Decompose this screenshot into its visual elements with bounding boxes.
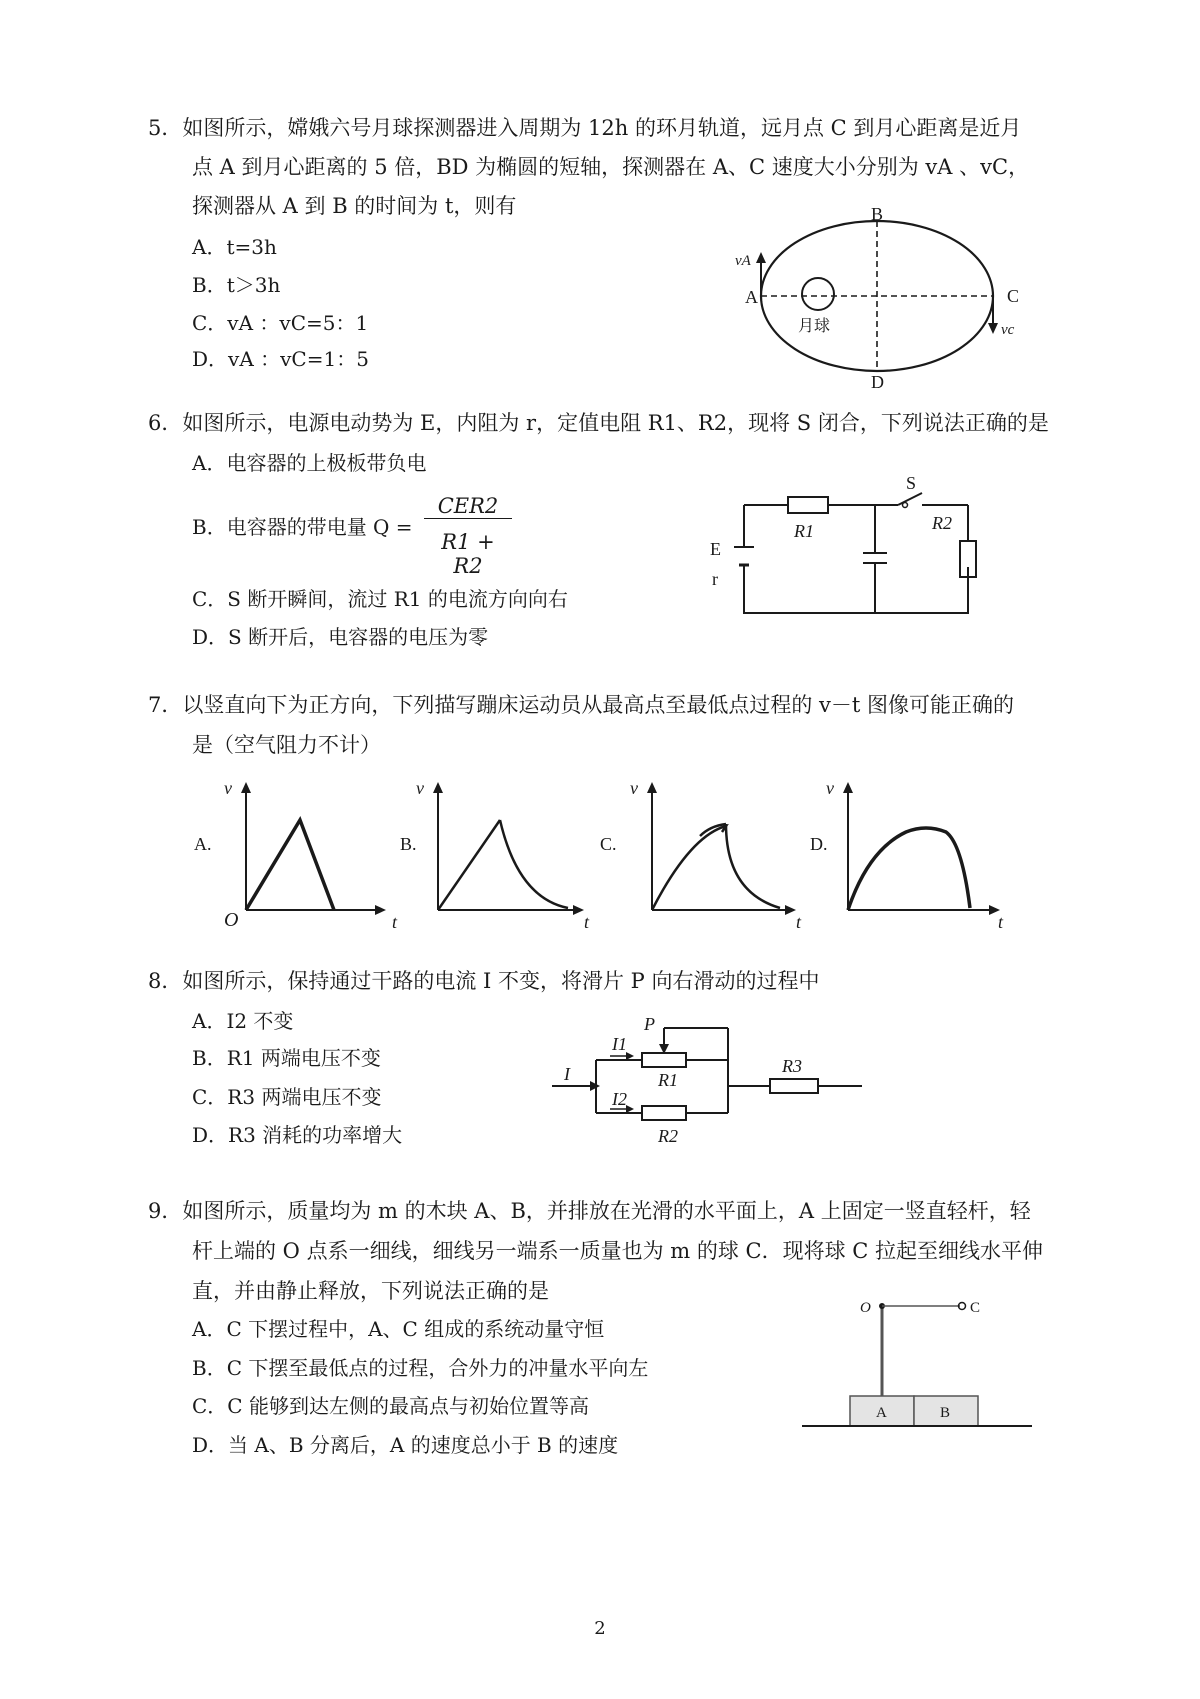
q9-option-a[interactable]: A．C 下摆过程中，A、C 组成的系统动量守恒 xyxy=(192,1317,605,1341)
graph-d-option-label: D. xyxy=(810,834,828,854)
q6-fraction-denominator: R1 + R2 xyxy=(441,530,495,578)
q8-label-r1: R1 xyxy=(658,1070,678,1090)
q5-orbit-figure xyxy=(725,204,1055,392)
orbit-label-b: B xyxy=(871,204,884,224)
q7-graph-c xyxy=(600,780,810,930)
graph-a-t-label: t xyxy=(392,912,398,932)
orbit-label-vc: vc xyxy=(1001,322,1015,338)
graph-d-t-label: t xyxy=(998,912,1004,932)
q6-option-b[interactable]: B．电容器的带电量 Q = xyxy=(192,515,413,539)
q8-label-p: P xyxy=(644,1014,655,1034)
graph-b-v-label: v xyxy=(416,778,424,798)
q9-text-line3: 直，并由静止释放，下列说法正确的是 xyxy=(192,1279,549,1303)
graph-c-option-label: C. xyxy=(600,834,617,854)
graph-b-option-label: B. xyxy=(400,834,417,854)
q8-text-line1: 8．如图所示，保持通过干路的电流 I 不变，将滑片 P 向右滑动的过程中 xyxy=(148,969,820,993)
q9-option-c[interactable]: C．C 能够到达左侧的最高点与初始位置等高 xyxy=(192,1394,589,1418)
graph-c-t-label: t xyxy=(796,912,802,932)
q9-option-d[interactable]: D．当 A、B 分离后，A 的速度总小于 B 的速度 xyxy=(192,1433,619,1457)
q8-option-b[interactable]: B．R1 两端电压不变 xyxy=(192,1046,381,1070)
orbit-label-a: A xyxy=(745,287,758,307)
q5-option-c[interactable]: C．vA ：vC=5：1 xyxy=(192,311,369,335)
q6-text-line1: 6．如图所示，电源电动势为 E，内阻为 r，定值电阻 R1、R2，现将 S 闭合，下列说法正确的是 xyxy=(148,411,1049,435)
q9-text-line2: 杆上端的 O 点系一细线，细线另一端系一质量也为 m 的球 C．现将球 C 拉起至细线水平伸 xyxy=(192,1239,1043,1263)
q8-circuit-figure xyxy=(550,1010,870,1150)
circuit-label-e: E xyxy=(710,539,721,559)
q7-text-line2: 是（空气阻力不计） xyxy=(192,733,381,757)
q8-label-i1: I1 xyxy=(612,1034,627,1054)
graph-d-v-label: v xyxy=(826,778,834,798)
circuit-label-r2: R2 xyxy=(932,513,952,533)
circuit-label-r1: R1 xyxy=(794,521,814,541)
graph-a-v-label: v xyxy=(224,778,232,798)
q8-label-r3: R3 xyxy=(782,1056,802,1076)
q8-option-d[interactable]: D．R3 消耗的功率增大 xyxy=(192,1123,403,1147)
q5-option-b[interactable]: B．t＞3h xyxy=(192,273,281,297)
graph-c-v-label: v xyxy=(630,778,638,798)
q5-option-a[interactable]: A．t=3h xyxy=(192,235,277,259)
circuit-label-s: S xyxy=(906,473,917,493)
orbit-label-d: D xyxy=(871,372,884,392)
orbit-label-moon: 月球 xyxy=(798,316,831,335)
q6-option-d[interactable]: D．S 断开后，电容器的电压为零 xyxy=(192,625,489,649)
graph-a-origin-label: O xyxy=(224,909,239,931)
q8-label-r2: R2 xyxy=(658,1126,678,1146)
circuit-label-r: r xyxy=(712,569,718,589)
q9-option-b[interactable]: B．C 下摆至最低点的过程，合外力的冲量水平向左 xyxy=(192,1356,649,1380)
q8-label-i2: I2 xyxy=(612,1089,627,1109)
q9-text-line1: 9．如图所示，质量均为 m 的木块 A、B，并排放在光滑的水平面上，A 上固定一竖直轻杆，轻 xyxy=(148,1199,1031,1223)
q5-text-line3: 探测器从 A 到 B 的时间为 t，则有 xyxy=(192,194,517,218)
q9-label-c: C xyxy=(970,1300,981,1316)
q6-circuit-figure xyxy=(700,475,990,620)
q8-option-c[interactable]: C．R3 两端电压不变 xyxy=(192,1085,382,1109)
q6-option-c[interactable]: C．S 断开瞬间，流过 R1 的电流方向向右 xyxy=(192,587,568,611)
q5-text-line2: 点 A 到月心距离的 5 倍，BD 为椭圆的短轴，探测器在 A、C 速度大小分别为 vA 、vC， xyxy=(192,155,1030,179)
q9-label-a: A xyxy=(876,1405,887,1421)
q8-label-i: I xyxy=(564,1064,570,1084)
q8-option-a[interactable]: A．I2 不变 xyxy=(192,1009,294,1033)
q7-graph-b xyxy=(398,780,603,930)
q7-text-line1: 7．以竖直向下为正方向，下列描写蹦床运动员从最高点至最低点过程的 v－t 图像可能正确的 xyxy=(148,693,1015,717)
orbit-label-va: vA xyxy=(735,253,751,269)
q7-graph-a xyxy=(190,778,398,932)
page-number: 2 xyxy=(594,1618,606,1639)
q6-fraction-numerator: CER2 xyxy=(424,494,512,519)
q5-option-d[interactable]: D．vA ：vC=1：5 xyxy=(192,347,369,371)
orbit-label-c: C xyxy=(1007,286,1020,306)
graph-b-t-label: t xyxy=(584,912,590,932)
q7-graph-d xyxy=(808,780,1013,930)
graph-a-option-label: A. xyxy=(194,834,212,854)
q9-label-o: O xyxy=(860,1300,871,1316)
q9-pendulum-figure xyxy=(800,1290,1040,1440)
q5-text-line1: 5．如图所示，嫦娥六号月球探测器进入周期为 12h 的环月轨道，远月点 C 到月心距离是近月 xyxy=(148,116,1022,140)
q9-label-b: B xyxy=(940,1405,951,1421)
q6-option-a[interactable]: A．电容器的上极板带负电 xyxy=(192,451,427,475)
